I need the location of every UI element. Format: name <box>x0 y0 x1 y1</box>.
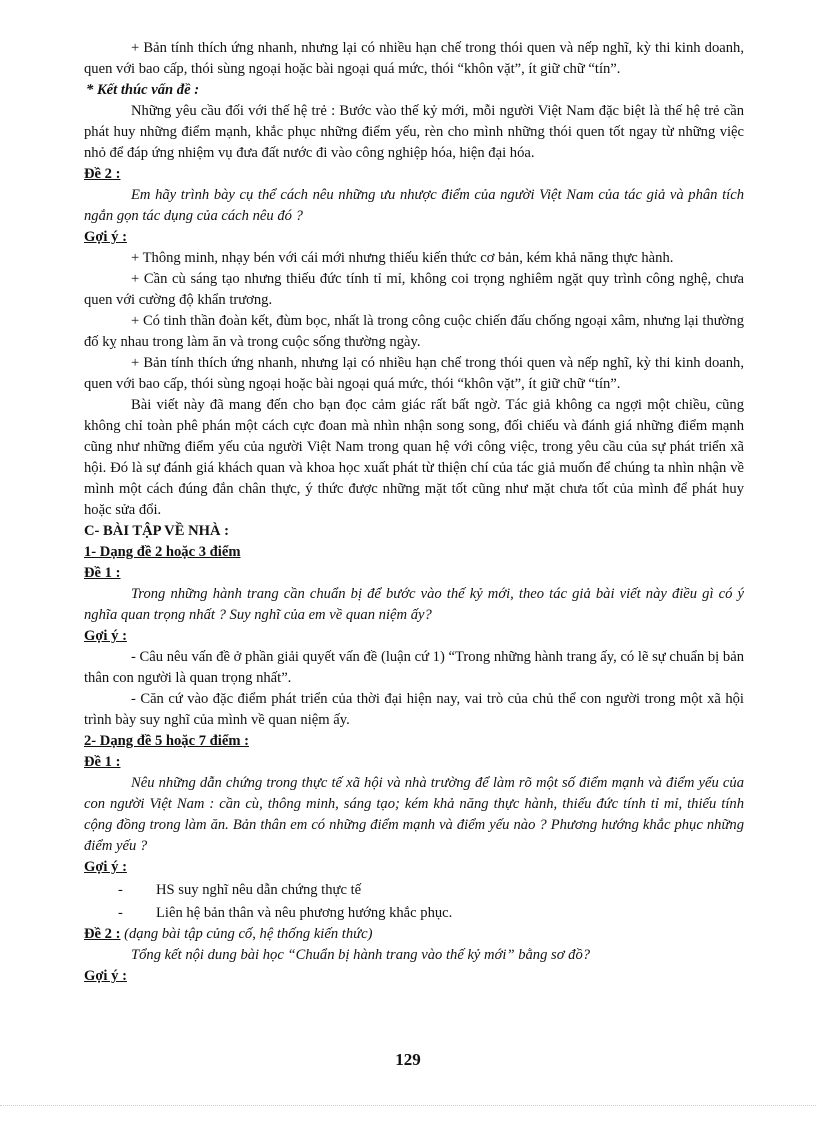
hint-item: + Thông minh, nhạy bén với cái mới nhưng thiếu kiến thức cơ bản, kém khả năng thực hành. <box>131 250 674 266</box>
footer-divider <box>0 1105 816 1106</box>
hint-item: + Bản tính thích ứng nhanh, nhưng lại có nhiều hạn chế trong thói quen và nếp nghĩ, kỳ thi kinh doanh, quen với bao cấp, thói sùng ngoại hoặc bài ngoại quá mức, thói “khôn vặt”, ít giữ chữ “tín”. <box>84 355 744 392</box>
list-item-text: HS suy nghĩ nêu dẫn chứng thực tế <box>156 882 362 898</box>
document-body <box>84 38 744 987</box>
de-label: Đề 2 : <box>84 166 121 182</box>
de1-section <box>84 752 744 773</box>
subsection-2-heading: 2- Dạng đề 5 hoặc 7 điểm : <box>84 733 249 749</box>
list-item-text: Liên hệ bản thân và nêu phương hướng khắc phục. <box>156 905 453 921</box>
list-item <box>84 903 744 924</box>
de-label: Đề 1 : <box>84 754 121 770</box>
goiy-label: Gợi ý : <box>84 229 127 245</box>
subsection-1-heading: 1- Dạng đề 2 hoặc 3 điểm <box>84 544 241 560</box>
paragraph: Những yêu cầu đối với thế hệ trẻ : Bước vào thế kỷ mới, mỗi người Việt Nam đặc biệt là thế hệ trẻ cần phát huy những điểm mạnh, khắc phục những điểm yếu, rèn cho mình những thói quen tốt ngay từ những việc nhỏ để đáp ứng nhiệm vụ đưa đất nước đi vào công nghiệp hóa, hiện đại hóa. <box>84 103 744 161</box>
de2-section <box>84 924 744 945</box>
paragraph: + Bản tính thích ứng nhanh, nhưng lại có nhiều hạn chế trong thói quen và nếp nghĩ, kỳ thi kinh doanh, quen với bao cấp, thói sùng ngoại hoặc bài ngoại quá mức, thói “khôn vặt”, ít giữ chữ “tín”. <box>84 40 744 77</box>
question: Tổng kết nội dung bài học “Chuẩn bị hành trang vào thế kỷ mới” bằng sơ đồ? <box>131 947 591 963</box>
goiy-section <box>84 857 744 878</box>
de-note: (dạng bài tập củng cố, hệ thống kiến thức) <box>124 926 373 942</box>
question: Nêu những dẫn chứng trong thực tế xã hội và nhà trường để làm rõ một số điểm mạnh và điểm yếu của con người Việt Nam : cần cù, thông minh, sáng tạo; kém khả năng thực hành, thiếu đức tính tỉ mỉ, thiếu tính cộng đồng trong làm ăn. Bản thân em có những điểm mạnh và điểm yếu nào ? Phương hướng khắc phục những điểm yếu ? <box>84 775 744 854</box>
hint-item: + Cần cù sáng tạo nhưng thiếu đức tính tỉ mỉ, không coi trọng nghiêm ngặt quy trình công nghệ, chưa quen với cường độ khẩn trương. <box>84 271 744 308</box>
de-label: Đề 1 : <box>84 565 121 581</box>
ket-thuc-heading: * Kết thúc vấn đề : <box>86 82 200 98</box>
goiy-label: Gợi ý : <box>84 628 127 644</box>
subsection-2 <box>84 731 744 752</box>
goiy-section <box>84 227 744 248</box>
question: Em hãy trình bày cụ thể cách nêu những ưu nhược điểm của người Việt Nam của tác giả và phân tích ngắn gọn tác dụng của cách nêu đó ? <box>84 187 744 224</box>
de2-section <box>84 164 744 185</box>
goiy-section <box>84 626 744 647</box>
hint-item: - Căn cứ vào đặc điểm phát triển của thời đại hiện nay, vai trò của chủ thể con người trong một xã hội trình bày suy nghĩ của mình về quan niệm ấy. <box>84 691 744 728</box>
dash-marker: - <box>118 905 123 921</box>
goiy-label: Gợi ý : <box>84 859 127 875</box>
page-number: 129 <box>395 1050 421 1069</box>
goiy-section <box>84 966 744 987</box>
list-item <box>84 880 744 901</box>
subsection-1 <box>84 542 744 563</box>
hint-item: + Có tinh thần đoàn kết, đùm bọc, nhất là trong công cuộc chiến đấu chống ngoại xâm, nhưng lại thường đố kỵ nhau trong làm ăn và trong cuộc sống thường ngày. <box>84 313 744 350</box>
de-label: Đề 2 : <box>84 926 121 942</box>
de1-section <box>84 563 744 584</box>
hint-item: - Câu nêu vấn đề ở phần giải quyết vấn đề (luận cứ 1) “Trong những hành trang ấy, có lẽ sự chuẩn bị bản thân con người là quan trọng nhất”. <box>84 649 744 686</box>
goiy-label: Gợi ý : <box>84 968 127 984</box>
hint-paragraph: Bài viết này đã mang đến cho bạn đọc cảm giác rất bất ngờ. Tác giả không ca ngợi một chiều, cũng không chỉ toàn phê phán một cách cực đoan mà nhìn nhận song song, đối chiếu và đánh giá những điểm mạnh cũng như những điểm yếu của người Việt Nam trong quan hệ với công việc, trong yêu cầu của sự phát triển xã hội. Đó là sự đánh giá khách quan và khoa học xuất phát từ thiện chí của tác giả muốn để chúng ta nhìn nhận về mình một cách đúng đắn chân thực, ý thức được những mặt tốt cũng như mặt chưa tốt của mình để phát huy hoặc sửa đổi. <box>84 397 744 518</box>
question: Trong những hành trang cần chuẩn bị để bước vào thế kỷ mới, theo tác giả bài viết này điều gì có ý nghĩa quan trọng nhất ? Suy nghĩ của em về quan niệm ấy? <box>84 586 744 623</box>
section-c-heading: C- BÀI TẬP VỀ NHÀ : <box>84 523 230 539</box>
dash-marker: - <box>118 882 123 898</box>
